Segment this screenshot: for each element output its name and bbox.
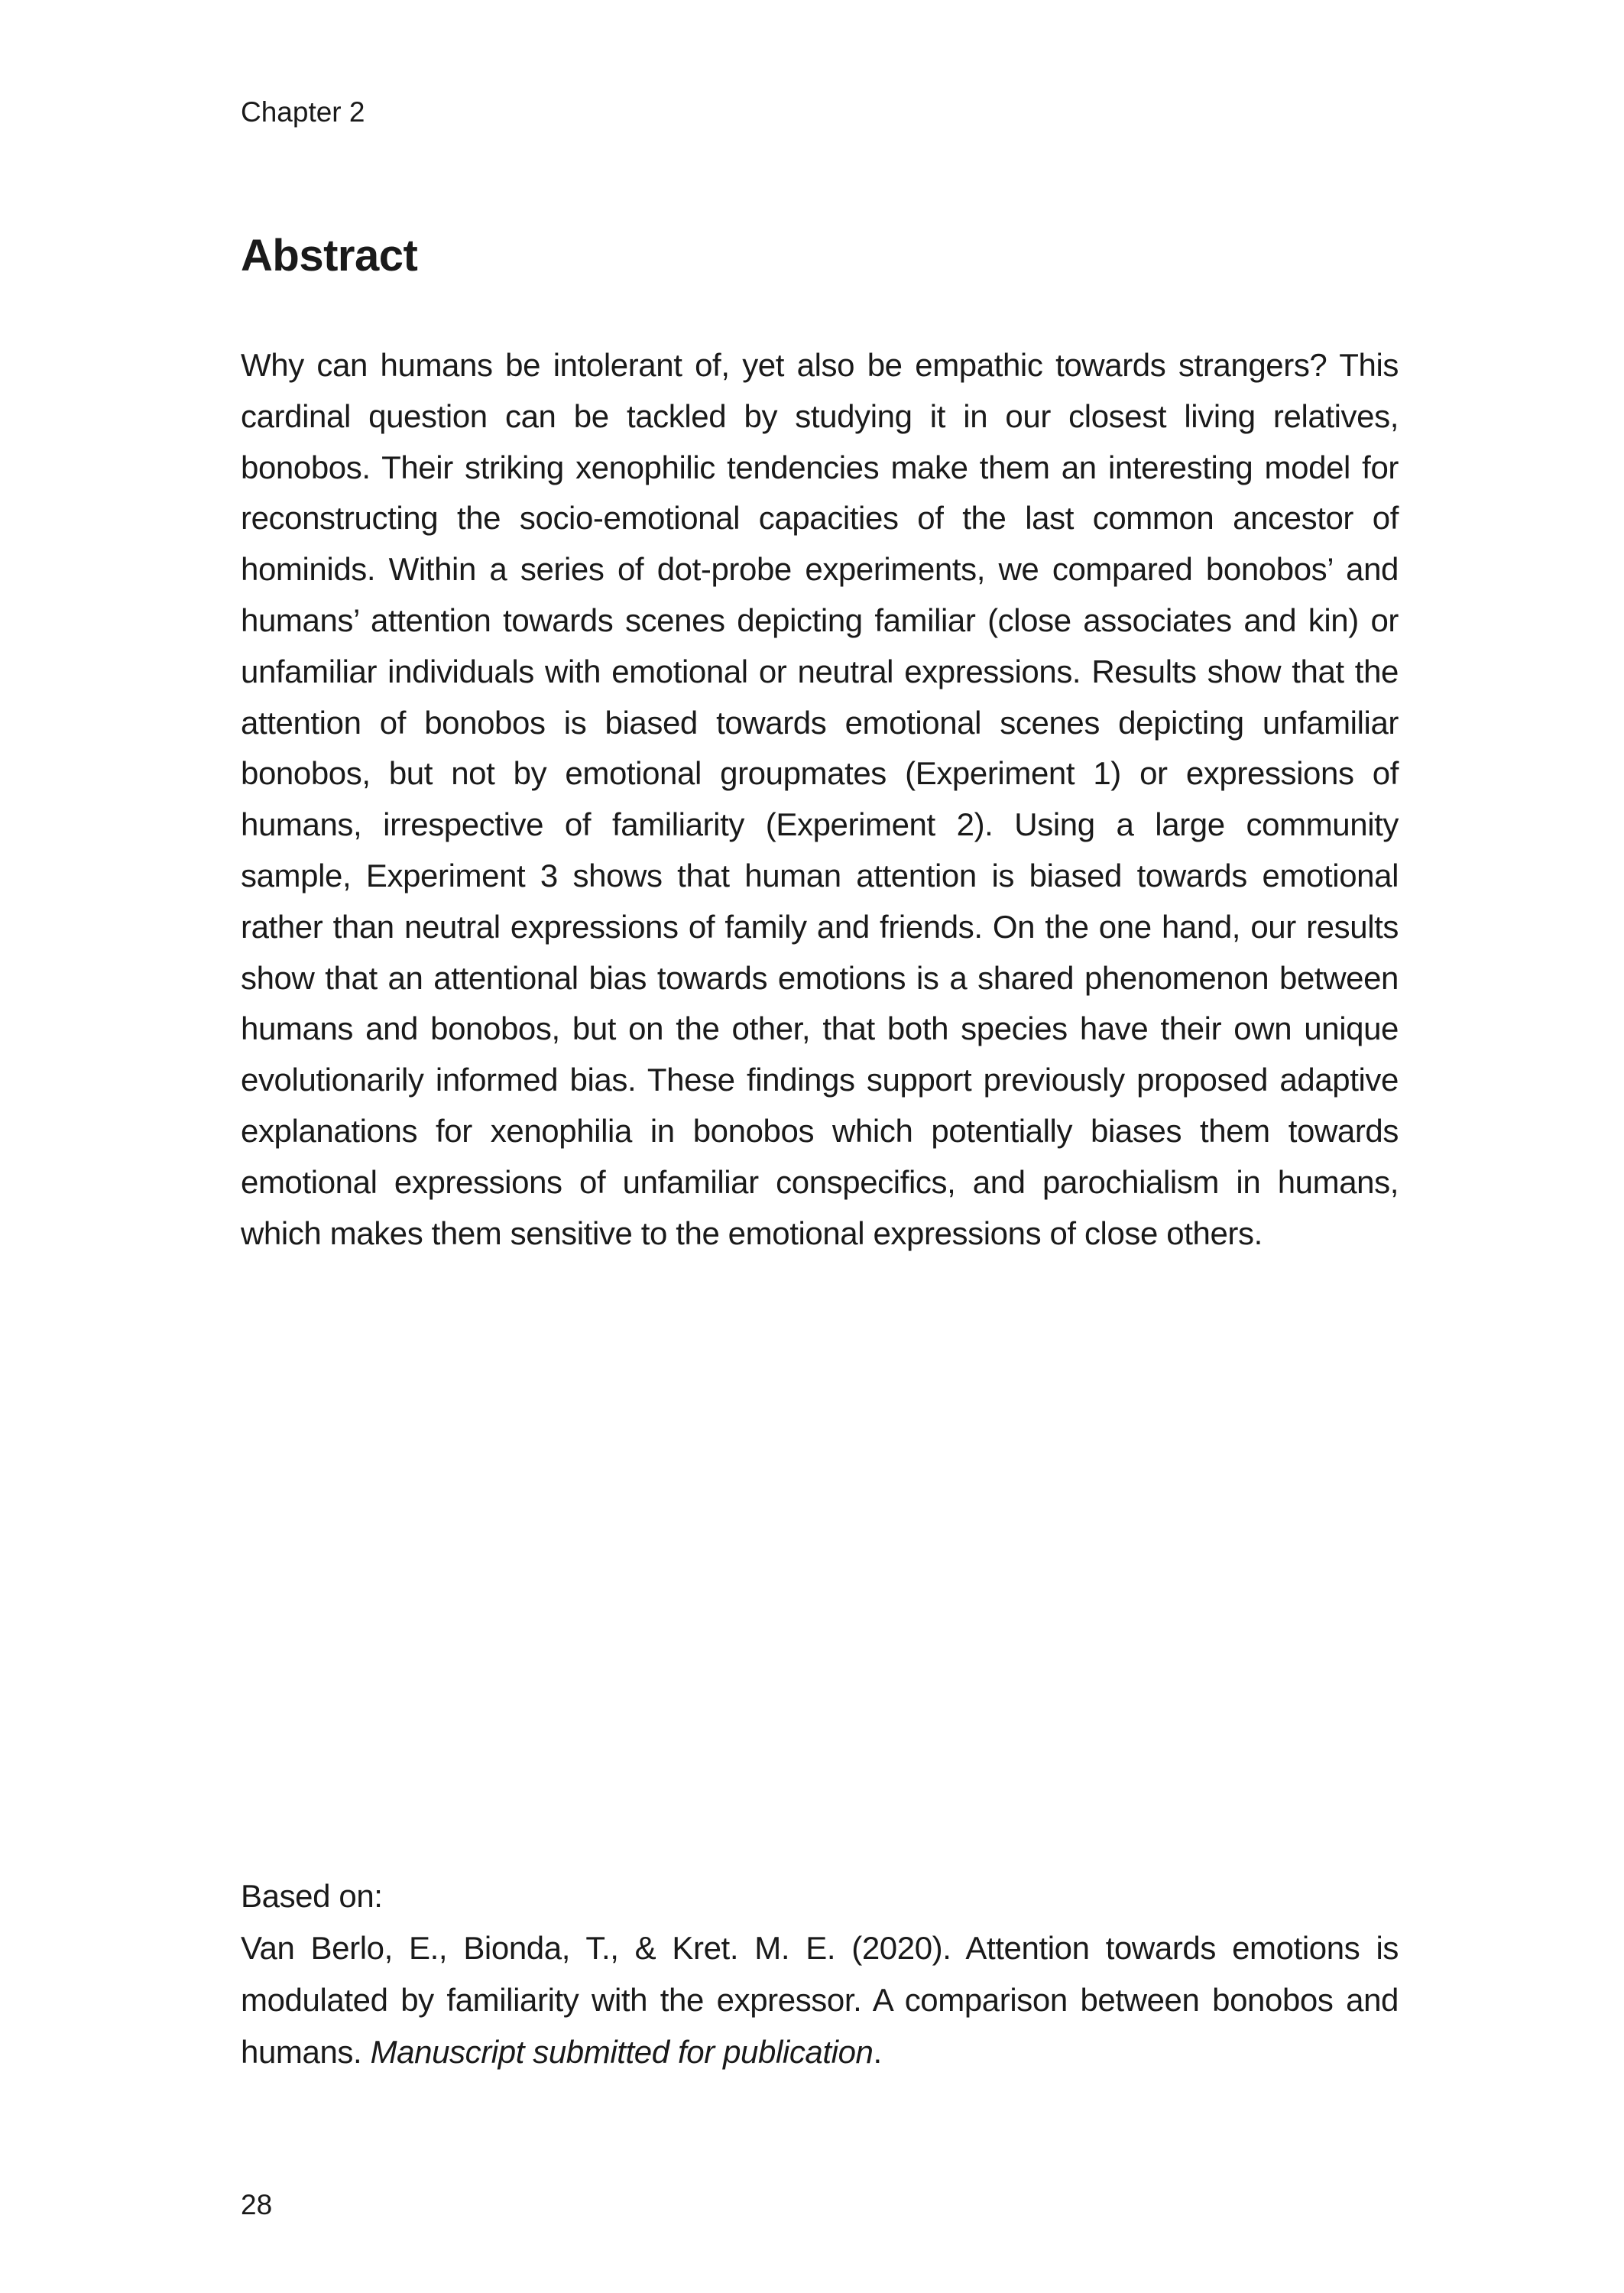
based-on-block xyxy=(241,1870,1399,2078)
citation-status: Manuscript submitted for publication xyxy=(370,2034,874,2070)
citation xyxy=(241,1922,1399,2078)
page-number: 28 xyxy=(241,2189,273,2220)
section-heading: Abstract xyxy=(241,231,418,281)
abstract-text: Why can humans be intolerant of, yet also be empathic towards strangers? This cardinal question can be tackled by studying it in our closest living relatives, bonobos. Their striking xenophilic tendencies make them an interesting model for reconstructing the socio-emotional capacities of the last common ancestor of hominids. Within a series of dot-probe experiments, we compared bonobos’ and humans’ attention towards scenes depicting familiar (close associates and kin) or unfamiliar individuals with emotional or neutral expressions. Results show that the attention of bonobos is biased towards emotional scenes depicting unfamiliar bonobos, but not by emotional groupmates (Experiment 1) or expressions of humans, irrespective of familiarity (Experiment 2). Using a large community sample, Experiment 3 shows that human attention is biased towards emotional rather than neutral expressions of family and friends. On the one hand, our results show that an attentional bias towards emotions is a shared phenomenon between humans and bonobos, but on the other, that both species have their own unique evolutionarily informed bias. These findings support previously proposed adaptive explanations for xenophilia in bonobos which potentially biases them towards emotional expressions of unfamiliar conspecifics, and parochialism in humans, which makes them sensitive to the emotional expressions of close others. xyxy=(241,347,1399,1251)
based-on-label: Based on: xyxy=(241,1878,383,1914)
citation-text: Van Berlo, E., Bionda, T., & Kret. M. E. (2020). Attention towards emotions is modulated by familiarity with the expressor. A comparison between bonobos and humans. xyxy=(241,1930,1399,2070)
running-head: Chapter 2 xyxy=(241,96,365,128)
citation-end: . xyxy=(873,2034,882,2070)
